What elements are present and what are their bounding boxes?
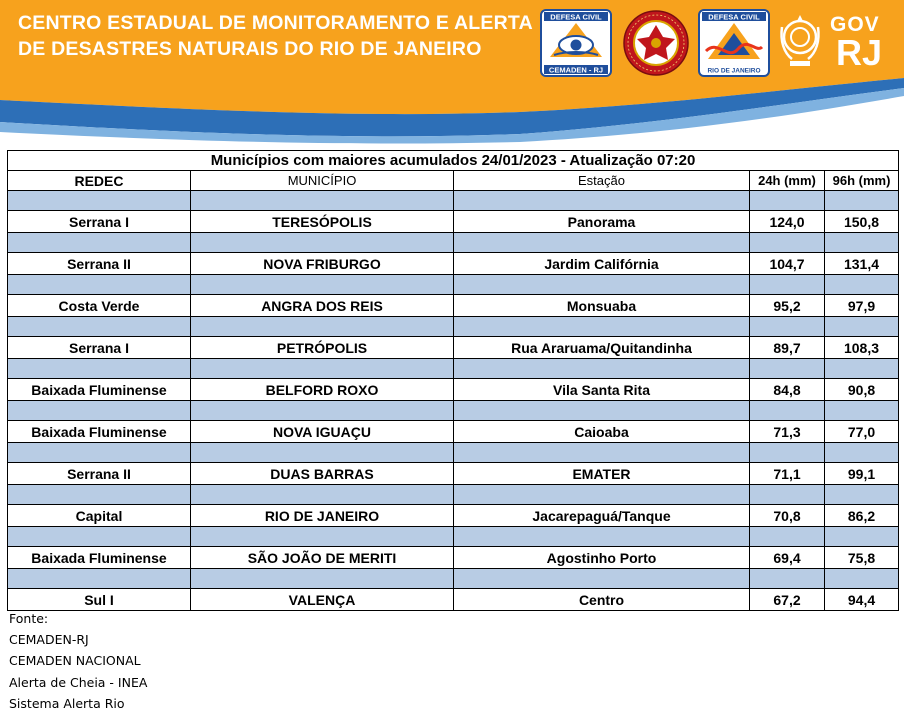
cell-96h: 97,9 — [825, 295, 899, 317]
spacer-cell — [454, 233, 750, 253]
rainfall-table — [7, 150, 899, 611]
column-header-estacao: Estação — [454, 171, 750, 191]
header-title-line-1: CENTRO ESTADUAL DE MONITORAMENTO E ALERTA — [18, 12, 533, 34]
svg-text:DEFESA CIVIL: DEFESA CIVIL — [550, 12, 602, 22]
table-spacer-row — [8, 485, 899, 505]
spacer-cell — [454, 401, 750, 421]
spacer-cell — [191, 191, 454, 211]
cell-redec: Serrana II — [8, 253, 191, 275]
spacer-cell — [750, 485, 825, 505]
table-row — [8, 253, 899, 275]
table-row — [8, 421, 899, 443]
cell-municipio: TERESÓPOLIS — [191, 211, 454, 233]
cemaden-rj-logo — [540, 9, 612, 77]
table-header-row — [8, 171, 899, 191]
spacer-cell — [8, 569, 191, 589]
rj-coat-of-arms-logo — [778, 9, 822, 77]
header-title-line-2: DE DESASTRES NATURAIS DO RIO DE JANEIRO — [18, 38, 482, 60]
spacer-cell — [750, 527, 825, 547]
cell-municipio: DUAS BARRAS — [191, 463, 454, 485]
spacer-cell — [825, 485, 899, 505]
gov-rj-logo — [830, 14, 890, 74]
cell-96h: 86,2 — [825, 505, 899, 527]
column-header-municipio: MUNICÍPIO — [191, 171, 454, 191]
table-spacer-row — [8, 359, 899, 379]
spacer-cell — [191, 527, 454, 547]
defesa-civil-rj-logo — [698, 9, 770, 77]
spacer-cell — [454, 527, 750, 547]
spacer-cell — [825, 527, 899, 547]
cell-municipio: NOVA IGUAÇU — [191, 421, 454, 443]
column-header-24h: 24h (mm) — [750, 171, 825, 191]
cell-estacao: Panorama — [454, 211, 750, 233]
spacer-cell — [8, 317, 191, 337]
table-title: Municípios com maiores acumulados 24/01/2023 - Atualização 07:20 — [8, 151, 899, 171]
cell-redec: Serrana I — [8, 211, 191, 233]
column-header-96h: 96h (mm) — [825, 171, 899, 191]
spacer-cell — [825, 275, 899, 295]
spacer-cell — [454, 317, 750, 337]
spacer-cell — [191, 317, 454, 337]
cell-24h: 89,7 — [750, 337, 825, 359]
source-item: CEMADEN-RJ — [9, 632, 89, 648]
spacer-cell — [8, 401, 191, 421]
cell-estacao: Monsuaba — [454, 295, 750, 317]
cell-redec: Capital — [8, 505, 191, 527]
spacer-cell — [750, 233, 825, 253]
spacer-cell — [8, 275, 191, 295]
spacer-cell — [8, 233, 191, 253]
cell-24h: 70,8 — [750, 505, 825, 527]
spacer-cell — [750, 191, 825, 211]
cell-estacao: Caioaba — [454, 421, 750, 443]
cell-estacao: Jardim Califórnia — [454, 253, 750, 275]
spacer-cell — [750, 359, 825, 379]
table-row — [8, 211, 899, 233]
spacer-cell — [191, 359, 454, 379]
spacer-cell — [191, 275, 454, 295]
cell-redec: Baixada Fluminense — [8, 547, 191, 569]
table-row — [8, 547, 899, 569]
spacer-cell — [825, 569, 899, 589]
table-spacer-row — [8, 317, 899, 337]
table-spacer-row — [8, 527, 899, 547]
cell-municipio: ANGRA DOS REIS — [191, 295, 454, 317]
table-row — [8, 505, 899, 527]
cell-redec: Baixada Fluminense — [8, 379, 191, 401]
spacer-cell — [454, 359, 750, 379]
table-row — [8, 379, 899, 401]
spacer-cell — [750, 401, 825, 421]
spacer-cell — [825, 233, 899, 253]
cell-96h: 90,8 — [825, 379, 899, 401]
cell-municipio: NOVA FRIBURGO — [191, 253, 454, 275]
table-spacer-row — [8, 401, 899, 421]
spacer-cell — [8, 191, 191, 211]
header-banner — [0, 0, 904, 145]
gov-logo-top: GOV — [830, 13, 880, 36]
spacer-cell — [8, 485, 191, 505]
cell-24h: 71,3 — [750, 421, 825, 443]
cell-redec: Serrana I — [8, 337, 191, 359]
cell-96h: 131,4 — [825, 253, 899, 275]
svg-text:CEMADEN - RJ: CEMADEN - RJ — [548, 65, 604, 75]
sources-block — [9, 608, 147, 710]
cell-estacao: Centro — [454, 589, 750, 611]
table-row — [8, 463, 899, 485]
spacer-cell — [191, 401, 454, 421]
cell-96h: 99,1 — [825, 463, 899, 485]
table-row — [8, 337, 899, 359]
spacer-cell — [825, 317, 899, 337]
column-header-redec: REDEC — [8, 171, 191, 191]
cell-24h: 67,2 — [750, 589, 825, 611]
spacer-cell — [750, 569, 825, 589]
cell-96h: 108,3 — [825, 337, 899, 359]
cell-municipio: PETRÓPOLIS — [191, 337, 454, 359]
cell-24h: 95,2 — [750, 295, 825, 317]
sources-label: Fonte: — [9, 611, 49, 626]
spacer-cell — [825, 443, 899, 463]
spacer-cell — [750, 275, 825, 295]
table-spacer-row — [8, 569, 899, 589]
spacer-cell — [750, 317, 825, 337]
spacer-cell — [454, 443, 750, 463]
cell-24h: 71,1 — [750, 463, 825, 485]
cell-municipio: BELFORD ROXO — [191, 379, 454, 401]
header-title — [18, 10, 533, 62]
spacer-cell — [454, 485, 750, 505]
spacer-cell — [191, 443, 454, 463]
spacer-cell — [454, 191, 750, 211]
cell-estacao: EMATER — [454, 463, 750, 485]
cell-96h: 77,0 — [825, 421, 899, 443]
cell-24h: 124,0 — [750, 211, 825, 233]
spacer-cell — [191, 233, 454, 253]
cell-redec: Serrana II — [8, 463, 191, 485]
cell-municipio: SÃO JOÃO DE MERITI — [191, 547, 454, 569]
cell-24h: 104,7 — [750, 253, 825, 275]
bombeiros-seal-logo — [621, 9, 691, 77]
table-title-row — [8, 151, 899, 171]
svg-text:DEFESA CIVIL: DEFESA CIVIL — [708, 12, 760, 22]
spacer-cell — [191, 485, 454, 505]
table-spacer-row — [8, 233, 899, 253]
cell-estacao: Vila Santa Rita — [454, 379, 750, 401]
spacer-cell — [454, 275, 750, 295]
cell-redec: Costa Verde — [8, 295, 191, 317]
gov-logo-bottom: RJ — [836, 32, 883, 73]
cell-municipio: VALENÇA — [191, 589, 454, 611]
spacer-cell — [8, 359, 191, 379]
cell-96h: 94,4 — [825, 589, 899, 611]
source-item: Sistema Alerta Rio — [9, 695, 125, 710]
table-spacer-row — [8, 191, 899, 211]
spacer-cell — [8, 443, 191, 463]
table-spacer-row — [8, 275, 899, 295]
cell-96h: 150,8 — [825, 211, 899, 233]
spacer-cell — [750, 443, 825, 463]
source-item: CEMADEN NACIONAL — [9, 653, 141, 669]
cell-redec: Baixada Fluminense — [8, 421, 191, 443]
table-spacer-row — [8, 443, 899, 463]
spacer-cell — [8, 527, 191, 547]
cell-estacao: Rua Araruama/Quitandinha — [454, 337, 750, 359]
cell-estacao: Jacarepaguá/Tanque — [454, 505, 750, 527]
svg-text:RIO DE JANEIRO: RIO DE JANEIRO — [707, 67, 761, 75]
source-item: Alerta de Cheia - INEA — [9, 674, 148, 690]
cell-24h: 84,8 — [750, 379, 825, 401]
cell-24h: 69,4 — [750, 547, 825, 569]
cell-redec: Sul I — [8, 589, 191, 611]
cell-96h: 75,8 — [825, 547, 899, 569]
spacer-cell — [825, 401, 899, 421]
spacer-cell — [825, 359, 899, 379]
spacer-cell — [825, 191, 899, 211]
spacer-cell — [191, 569, 454, 589]
spacer-cell — [454, 569, 750, 589]
table-row — [8, 295, 899, 317]
cell-estacao: Agostinho Porto — [454, 547, 750, 569]
cell-municipio: RIO DE JANEIRO — [191, 505, 454, 527]
